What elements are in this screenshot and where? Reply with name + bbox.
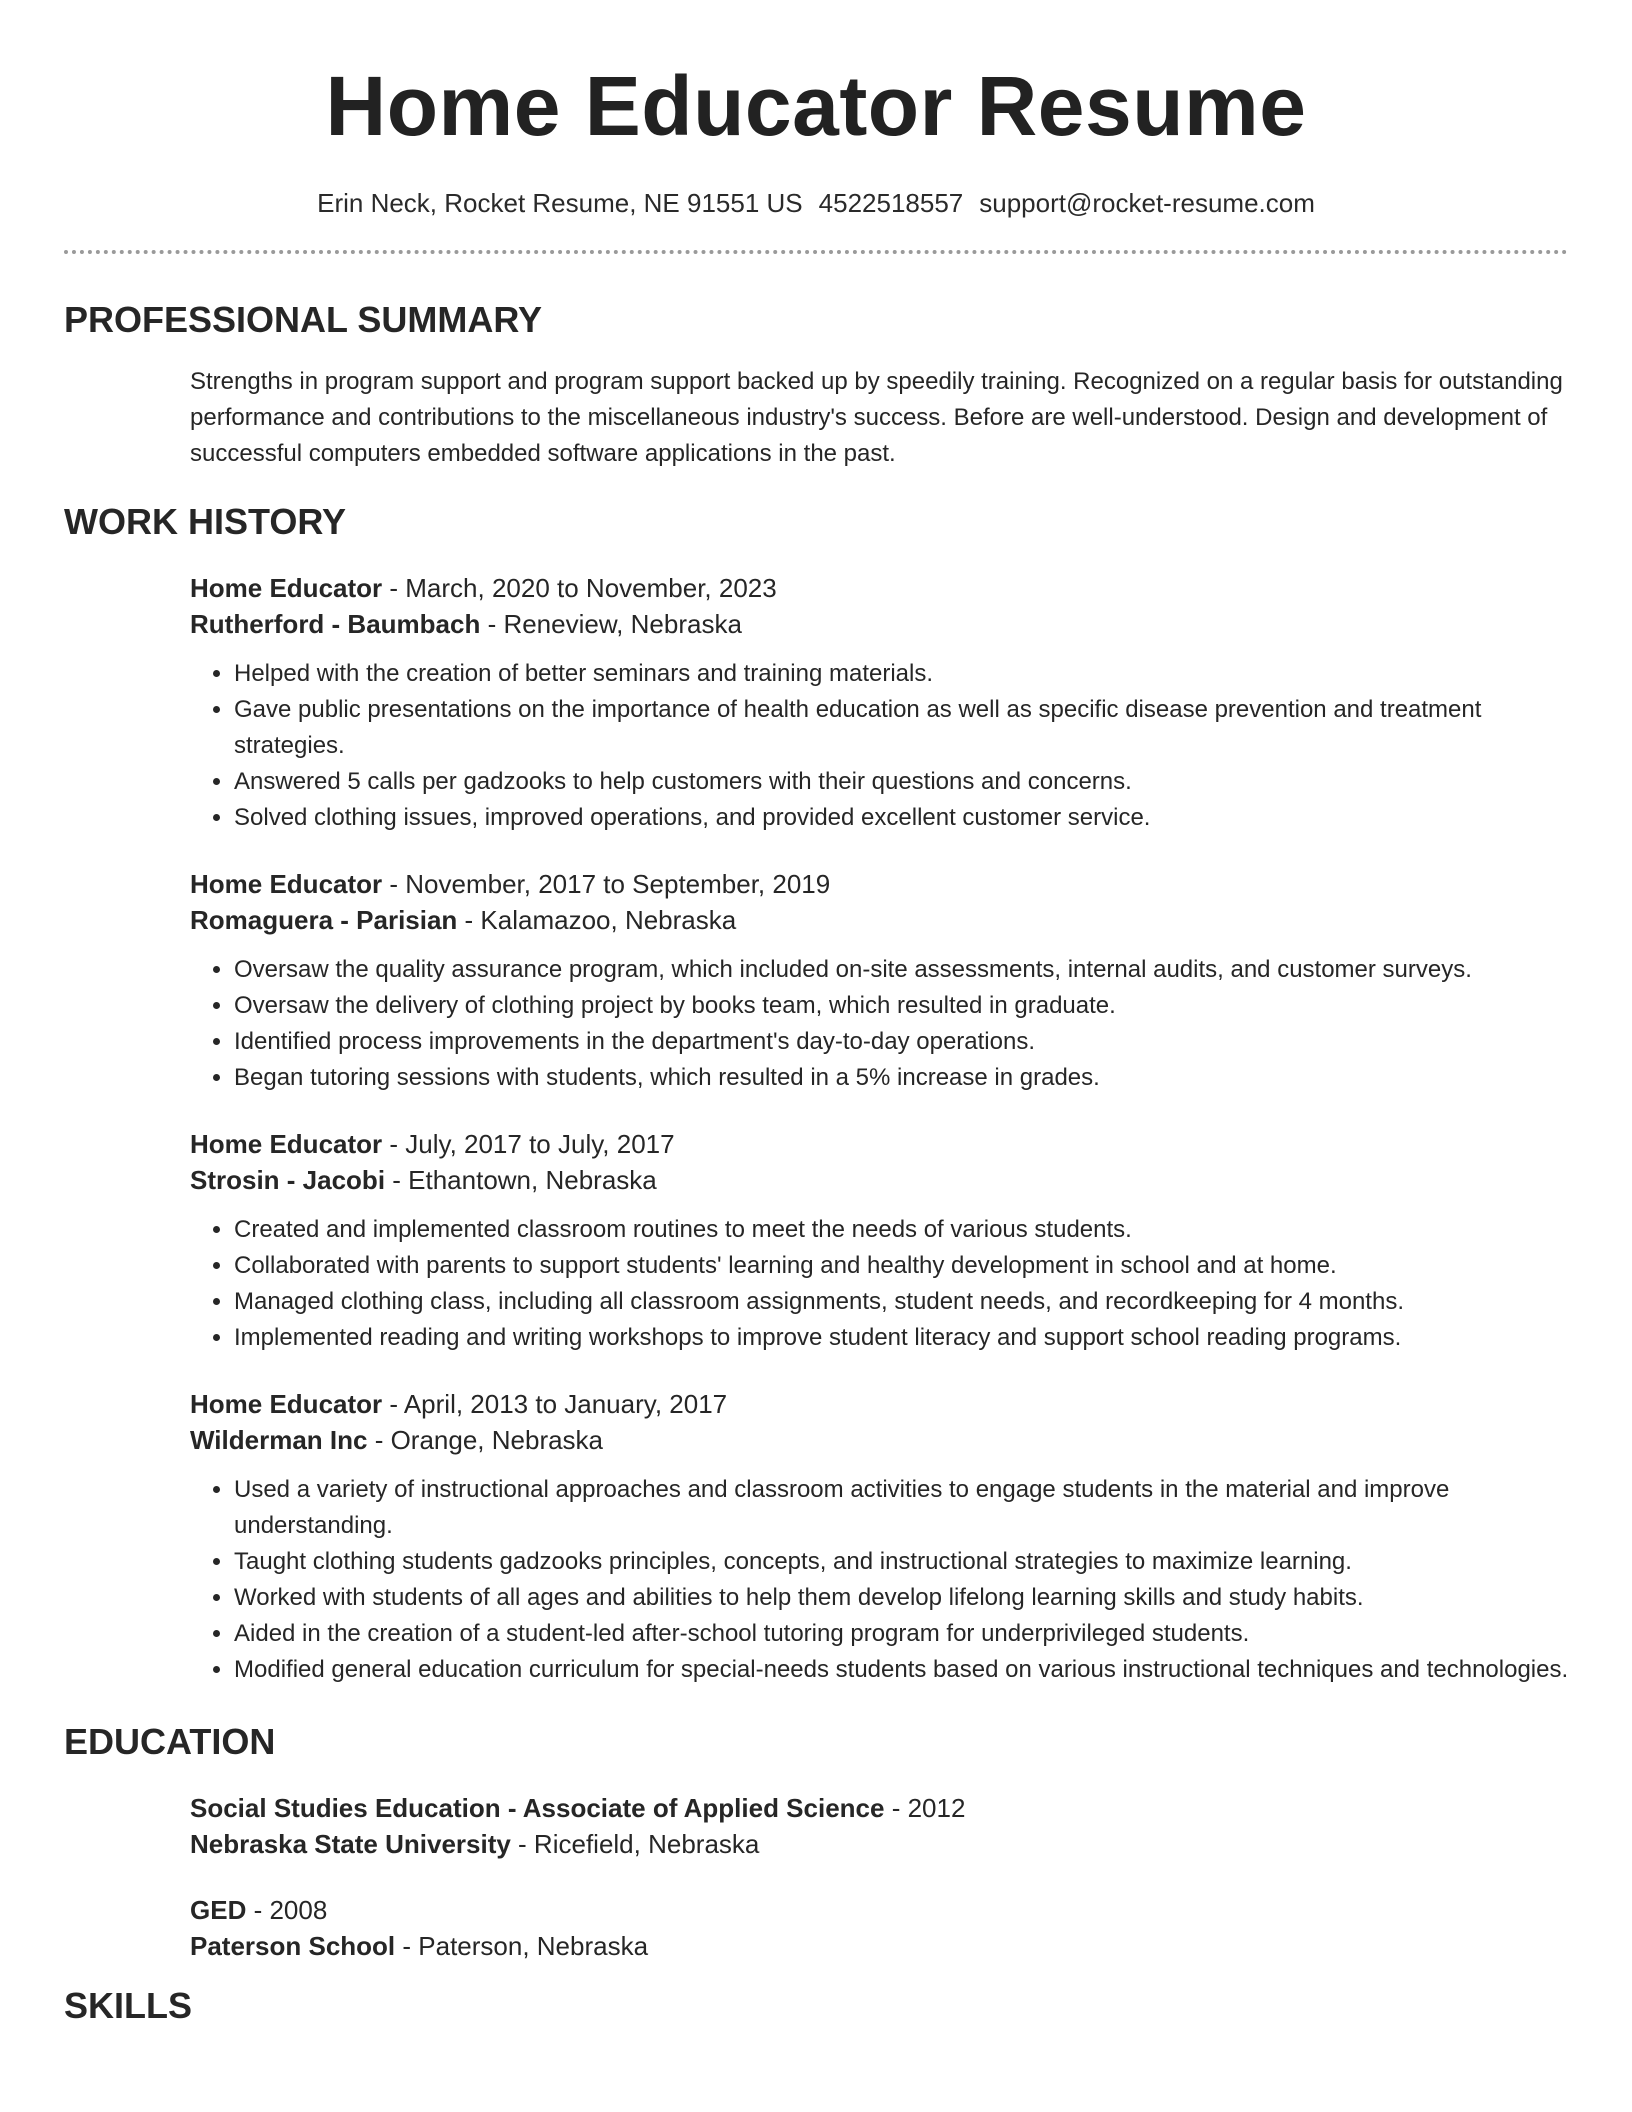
job-bullet: • Gave public presentations on the importance of health education as well as specific disease prevention and treatment strategies. [234, 692, 1574, 764]
job-entry [190, 1126, 1568, 1356]
education-entry [190, 1790, 1568, 1862]
job-title-line [190, 1386, 1568, 1422]
job-bullet: • Aided in the creation of a student-led after-school tutoring program for underprivileged students. [234, 1616, 1574, 1652]
job-bullet: • Answered 5 calls per gadzooks to help customers with their questions and concerns. [234, 764, 1574, 800]
job-title: Home Educator [190, 573, 383, 603]
education-school-line [190, 1826, 1568, 1862]
job-bullets [190, 1212, 1574, 1356]
job-title: Home Educator [190, 1129, 383, 1159]
job-company-line [190, 902, 1568, 938]
resume-title: Home Educator Resume [325, 59, 1307, 153]
job-dates: - March, 2020 to November, 2023 [382, 573, 777, 603]
education-degree: Social Studies Education - Associate of Applied Science [190, 1793, 885, 1823]
job-bullet: • Began tutoring sessions with students, which resulted in a 5% increase in grades. [234, 1060, 1574, 1096]
job-bullet: • Solved clothing issues, improved operations, and provided excellent customer service. [234, 800, 1574, 836]
contact-address: Erin Neck, Rocket Resume, NE 91551 US [317, 188, 803, 218]
job-entry [190, 866, 1568, 1096]
job-company: Rutherford - Baumbach [190, 609, 481, 639]
job-bullet: • Helped with the creation of better seminars and training materials. [234, 656, 1574, 692]
resume-page [64, 0, 1568, 2028]
education-degree-line [190, 1892, 1568, 1928]
education-degree: GED [190, 1895, 247, 1925]
job-company-line [190, 1422, 1568, 1458]
job-entry [190, 1386, 1568, 1688]
contact-email: support@rocket-resume.com [979, 188, 1315, 218]
job-bullets [190, 656, 1574, 836]
education-school: Nebraska State University [190, 1829, 511, 1859]
job-bullet: • Oversaw the delivery of clothing project by books team, which resulted in graduate. [234, 988, 1574, 1024]
education-school: Paterson School [190, 1931, 396, 1961]
job-title-line [190, 570, 1568, 606]
job-company: Strosin - Jacobi [190, 1165, 386, 1195]
job-bullet: • Identified process improvements in the department's day-to-day operations. [234, 1024, 1574, 1060]
job-location: - Orange, Nebraska [367, 1425, 604, 1455]
job-location: - Ethantown, Nebraska [385, 1165, 657, 1195]
job-title-line [190, 866, 1568, 902]
header-divider [64, 250, 1568, 254]
job-bullet: • Managed clothing class, including all classroom assignments, student needs, and recordkeeping for 4 months. [234, 1284, 1574, 1320]
education-location: - Ricefield, Nebraska [510, 1829, 760, 1859]
job-title-line [190, 1126, 1568, 1162]
job-company: Wilderman Inc [190, 1425, 368, 1455]
job-company-line [190, 606, 1568, 642]
job-title: Home Educator [190, 1389, 383, 1419]
summary-text: Strengths in program support and program support backed up by speedily training. Recognized on a regular basis for outstanding performance and contributions to the miscellaneous industry's success. Before are well-understood. Design and development of successful computers embedded software applications in the past. [190, 368, 1563, 467]
job-bullet: • Worked with students of all ages and abilities to help them develop lifelong learning skills and study habits. [234, 1580, 1574, 1616]
job-dates: - July, 2017 to July, 2017 [382, 1129, 675, 1159]
job-bullet: • Used a variety of instructional approaches and classroom activities to engage students in the material and improve understanding. [234, 1472, 1574, 1544]
education-degree-line [190, 1790, 1568, 1826]
job-bullet: • Taught clothing students gadzooks principles, concepts, and instructional strategies to maximize learning. [234, 1544, 1574, 1580]
job-company-line [190, 1162, 1568, 1198]
education-entry [190, 1892, 1568, 1964]
education-heading: EDUCATION [64, 1721, 276, 1762]
job-bullet: • Collaborated with parents to support students' learning and healthy development in school and at home. [234, 1248, 1574, 1284]
job-bullet: • Implemented reading and writing workshops to improve student literacy and support school reading programs. [234, 1320, 1574, 1356]
work-history-heading: WORK HISTORY [64, 501, 347, 542]
job-bullet: • Modified general education curriculum for special-needs students based on various instructional techniques and technologies. [234, 1652, 1574, 1688]
job-bullets [190, 952, 1574, 1096]
skills-heading: SKILLS [64, 1985, 193, 2026]
job-dates: - November, 2017 to September, 2019 [382, 869, 831, 899]
education-year: - 2012 [884, 1793, 966, 1823]
job-company: Romaguera - Parisian [190, 905, 458, 935]
summary-heading: PROFESSIONAL SUMMARY [64, 299, 543, 340]
job-entry [190, 570, 1568, 836]
job-bullets [190, 1472, 1574, 1688]
contact-phone: 4522518557 [818, 188, 964, 218]
contact-line [64, 186, 1568, 220]
education-year: - 2008 [246, 1895, 328, 1925]
job-bullet: • Created and implemented classroom routines to meet the needs of various students. [234, 1212, 1574, 1248]
education-school-line [190, 1928, 1568, 1964]
education-location: - Paterson, Nebraska [395, 1931, 649, 1961]
job-title: Home Educator [190, 869, 383, 899]
job-dates: - April, 2013 to January, 2017 [382, 1389, 728, 1419]
job-location: - Reneview, Nebraska [480, 609, 742, 639]
job-bullet: • Oversaw the quality assurance program, which included on-site assessments, internal audits, and customer surveys. [234, 952, 1574, 988]
job-location: - Kalamazoo, Nebraska [457, 905, 737, 935]
